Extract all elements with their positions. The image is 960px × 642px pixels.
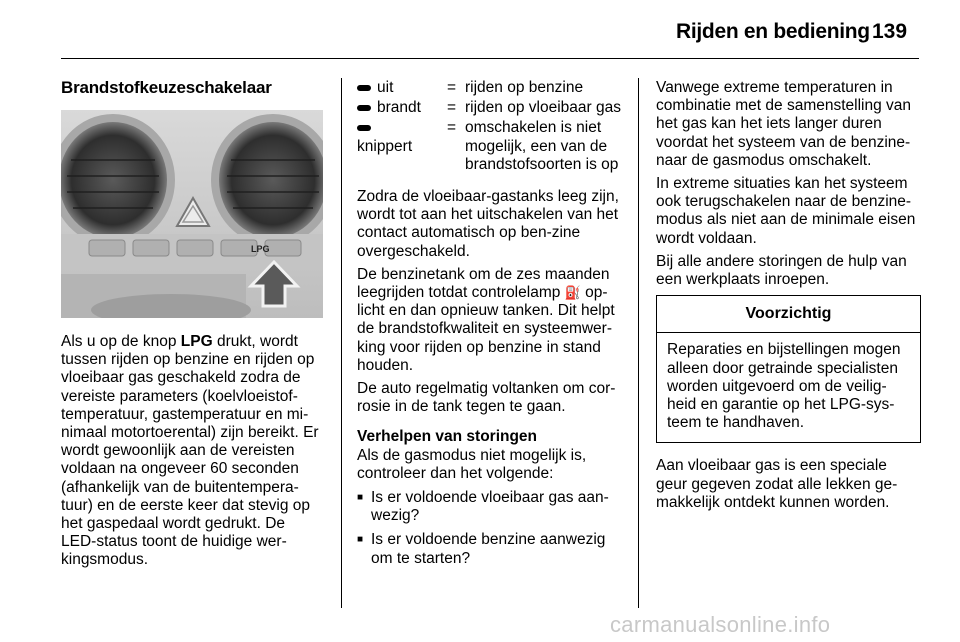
para-line: tussen rijden op benzine en rijden op [61,351,315,369]
led-icon [357,105,371,111]
paragraph: Aan vloeibaar gas is een speciale geur gegeven zodat alle lekken ge-makkelijk ontdekt kunnen worden. [656,457,898,511]
paragraph: Vanwege extreme temperaturen in combinatie met de samenstelling van het gas kan het iets langer duren voordat het systeem van de benzine-naar de gasmodus omschakelt. [656,79,912,169]
paragraph: In extreme situaties kan het systeem ook terugschakelen naar de benzine-modus als niet aan de minimale eisen wordt voldaan. [656,175,916,247]
column-1-text [61,333,326,575]
para-line: (afhankelijk van de buitentempera- [61,478,299,496]
para-line: Als u op de knop LPG drukt, wordt [61,333,298,350]
paragraph: De auto regelmatig voltanken om cor-rosie in de tank tegen te gaan. [357,380,616,416]
para-line: het gaspedaal wordt gedrukt. De [61,515,286,533]
paragraph: De benzinetank om de zes maanden leegrijden totdat controlelamp ⛽ op-licht en dan opnieuw tanken. Dit helpt de brandstofkwaliteit en systeemwer-king voor rijden op benzine in stand houden. [357,265,615,374]
list-item: ■ Is er voldoende benzine aanwezig om te starten? [357,531,606,567]
lpg-button-name: LPG [180,333,213,350]
fuel-pump-icon: ⛽ [564,285,581,301]
bullet-icon: ■ [357,534,364,546]
column-2-text [357,79,622,568]
section-title: Brandstofkeuzeschakelaar [61,78,272,97]
led-icon [357,125,371,131]
caution-title: Voorzichtig [657,296,920,333]
column-divider-1 [341,78,342,608]
watermark: carmanualsonline.info [610,612,831,637]
column-3-text [656,79,921,517]
troubleshooting-section: Verhelpen van storingen Als de gasmodus niet mogelijk is, controleer dan het volgende: [357,428,622,483]
status-row-off: uit = rijden op benzine [357,79,622,97]
sub-heading: Verhelpen van storingen [357,428,538,446]
list-item: ■ Is er voldoende vloeibaar gas aan-wezig? [357,489,609,525]
page-number: 139 [872,20,908,43]
para-line: vloeibaar gas geschakeld zodra de [61,369,301,387]
para-line: voldaan na ongeveer 60 seconden [61,460,299,478]
status-row-on: brandt = rijden op vloeibaar gas [357,99,622,117]
column-divider-2 [638,78,639,608]
bullet-icon: ■ [357,492,364,504]
status-row-flashing: knippert = omschakelen is niet mogelijk, een van de brandstofsoorten is op [357,119,619,173]
paragraph: Zodra de vloeibaar-gastanks leeg zijn, wordt tot aan het uitschakelen van het contact automatisch op ben-zine overgeschakeld. [357,188,619,260]
intro-paragraph [61,333,326,570]
header-rule [61,58,919,59]
caution-box [656,295,921,443]
paragraph: Bij alle andere storingen de hulp van een werkplaats inroepen. [656,252,907,289]
led-icon [357,85,371,91]
para-line: wordt gewoonlijk aan de vereisten [61,442,295,460]
header-title: Rijden en bediening [676,20,870,43]
para-line: temperatuur, gastemperatuur en mi- [61,405,309,423]
para-line: LED-status toont de huidige wer- [61,533,287,551]
para-line: tuur) en de eerste keer dat stevig op [61,496,311,514]
dashboard-photo [61,110,323,318]
dashboard-illustration [61,110,323,318]
caution-body: Reparaties en bijstellingen mogen alleen door getrainde specialisten worden uitgevoerd om de veilig-heid en garantie op het LPG-sys-teem te handhaven. [667,341,901,432]
para-line: nimaal motortoerental) zijn bereikt. Er [61,424,319,442]
para-line: vereiste parameters (koelvloeistof- [61,387,298,405]
para-line: kingsmodus. [61,551,149,569]
lpg-button-label: LPG [251,244,270,254]
